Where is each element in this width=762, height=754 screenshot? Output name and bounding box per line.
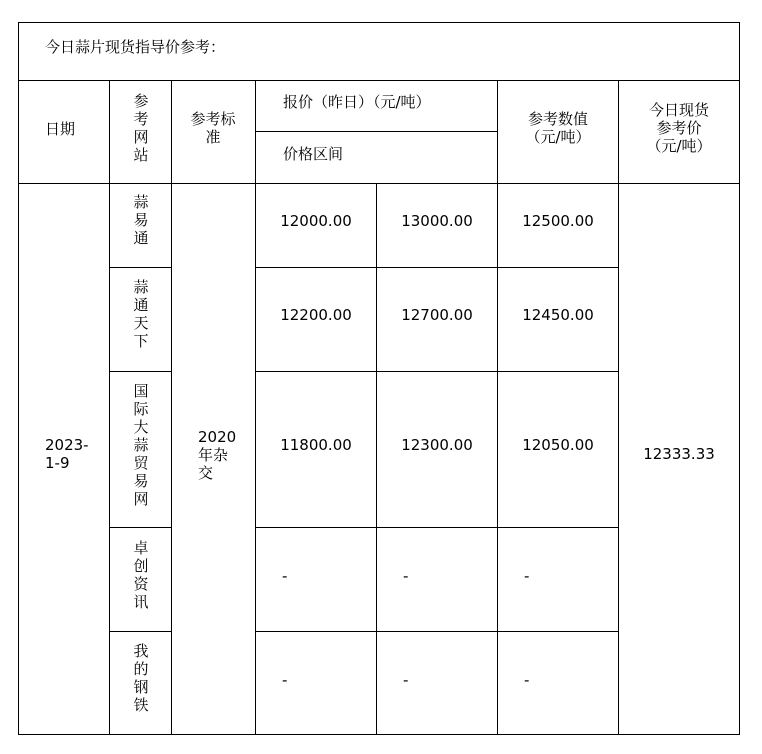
header-today-price: 今日现货 参考价 （元/吨） (646, 101, 712, 155)
header-standard: 参考标准 (190, 110, 236, 146)
price-low-cell: - (282, 567, 288, 585)
ref-value-cell: 12500.00 (522, 212, 594, 230)
quote-subheader-divider (255, 131, 497, 132)
ref-value-cell: 12450.00 (522, 306, 594, 324)
header-ref-value: 参考数值 （元/吨） (525, 110, 591, 146)
today-price-cell: 12333.33 (643, 445, 715, 463)
site-cell: 国 际 大 蒜 贸 易 网 (133, 382, 149, 508)
table-border-top (18, 22, 740, 23)
table-border-bottom (18, 734, 740, 735)
price-high-cell: 13000.00 (401, 212, 473, 230)
price-low-cell: 11800.00 (280, 436, 352, 454)
row-divider-4 (109, 631, 172, 632)
row-divider-3 (109, 527, 172, 528)
table-border-right (739, 22, 740, 735)
price-high-cell: - (403, 671, 409, 689)
col-divider-6 (618, 80, 619, 735)
price-high-cell: 12700.00 (401, 306, 473, 324)
site-cell: 我 的 钢 铁 (133, 642, 149, 714)
header-quote: 报价（昨日）（元/吨） (283, 93, 431, 111)
col-divider-4 (376, 183, 377, 735)
col-divider-2 (171, 80, 172, 735)
header-divider (18, 183, 740, 184)
col-divider-3 (255, 80, 256, 735)
row-divider-3b (255, 527, 619, 528)
ref-value-cell: 12050.00 (522, 436, 594, 454)
site-cell: 卓 创 资 讯 (133, 539, 149, 611)
header-site: 参 考 网 站 (133, 92, 149, 164)
table-title: 今日蒜片现货指导价参考： (45, 38, 226, 56)
header-date: 日期 (45, 120, 76, 138)
standard-cell: 2020 年杂 交 (198, 428, 237, 482)
price-low-cell: - (282, 671, 288, 689)
price-high-cell: - (403, 567, 409, 585)
row-divider-2b (255, 371, 619, 372)
date-cell: 2023- 1-9 (45, 436, 89, 472)
row-divider-2 (109, 371, 172, 372)
row-divider-1b (255, 267, 619, 268)
ref-value-cell: - (524, 567, 530, 585)
header-range: 价格区间 (283, 145, 344, 163)
col-divider-5 (497, 80, 498, 735)
col-divider-1 (109, 80, 110, 735)
price-low-cell: 12200.00 (280, 306, 352, 324)
ref-value-cell: - (524, 671, 530, 689)
row-divider-1 (109, 267, 172, 268)
price-high-cell: 12300.00 (401, 436, 473, 454)
table-border-left (18, 22, 19, 735)
title-divider (18, 80, 740, 81)
price-low-cell: 12000.00 (280, 212, 352, 230)
row-divider-4b (255, 631, 619, 632)
site-cell: 蒜 通 天 下 (133, 278, 149, 350)
site-cell: 蒜 易 通 (133, 193, 149, 247)
